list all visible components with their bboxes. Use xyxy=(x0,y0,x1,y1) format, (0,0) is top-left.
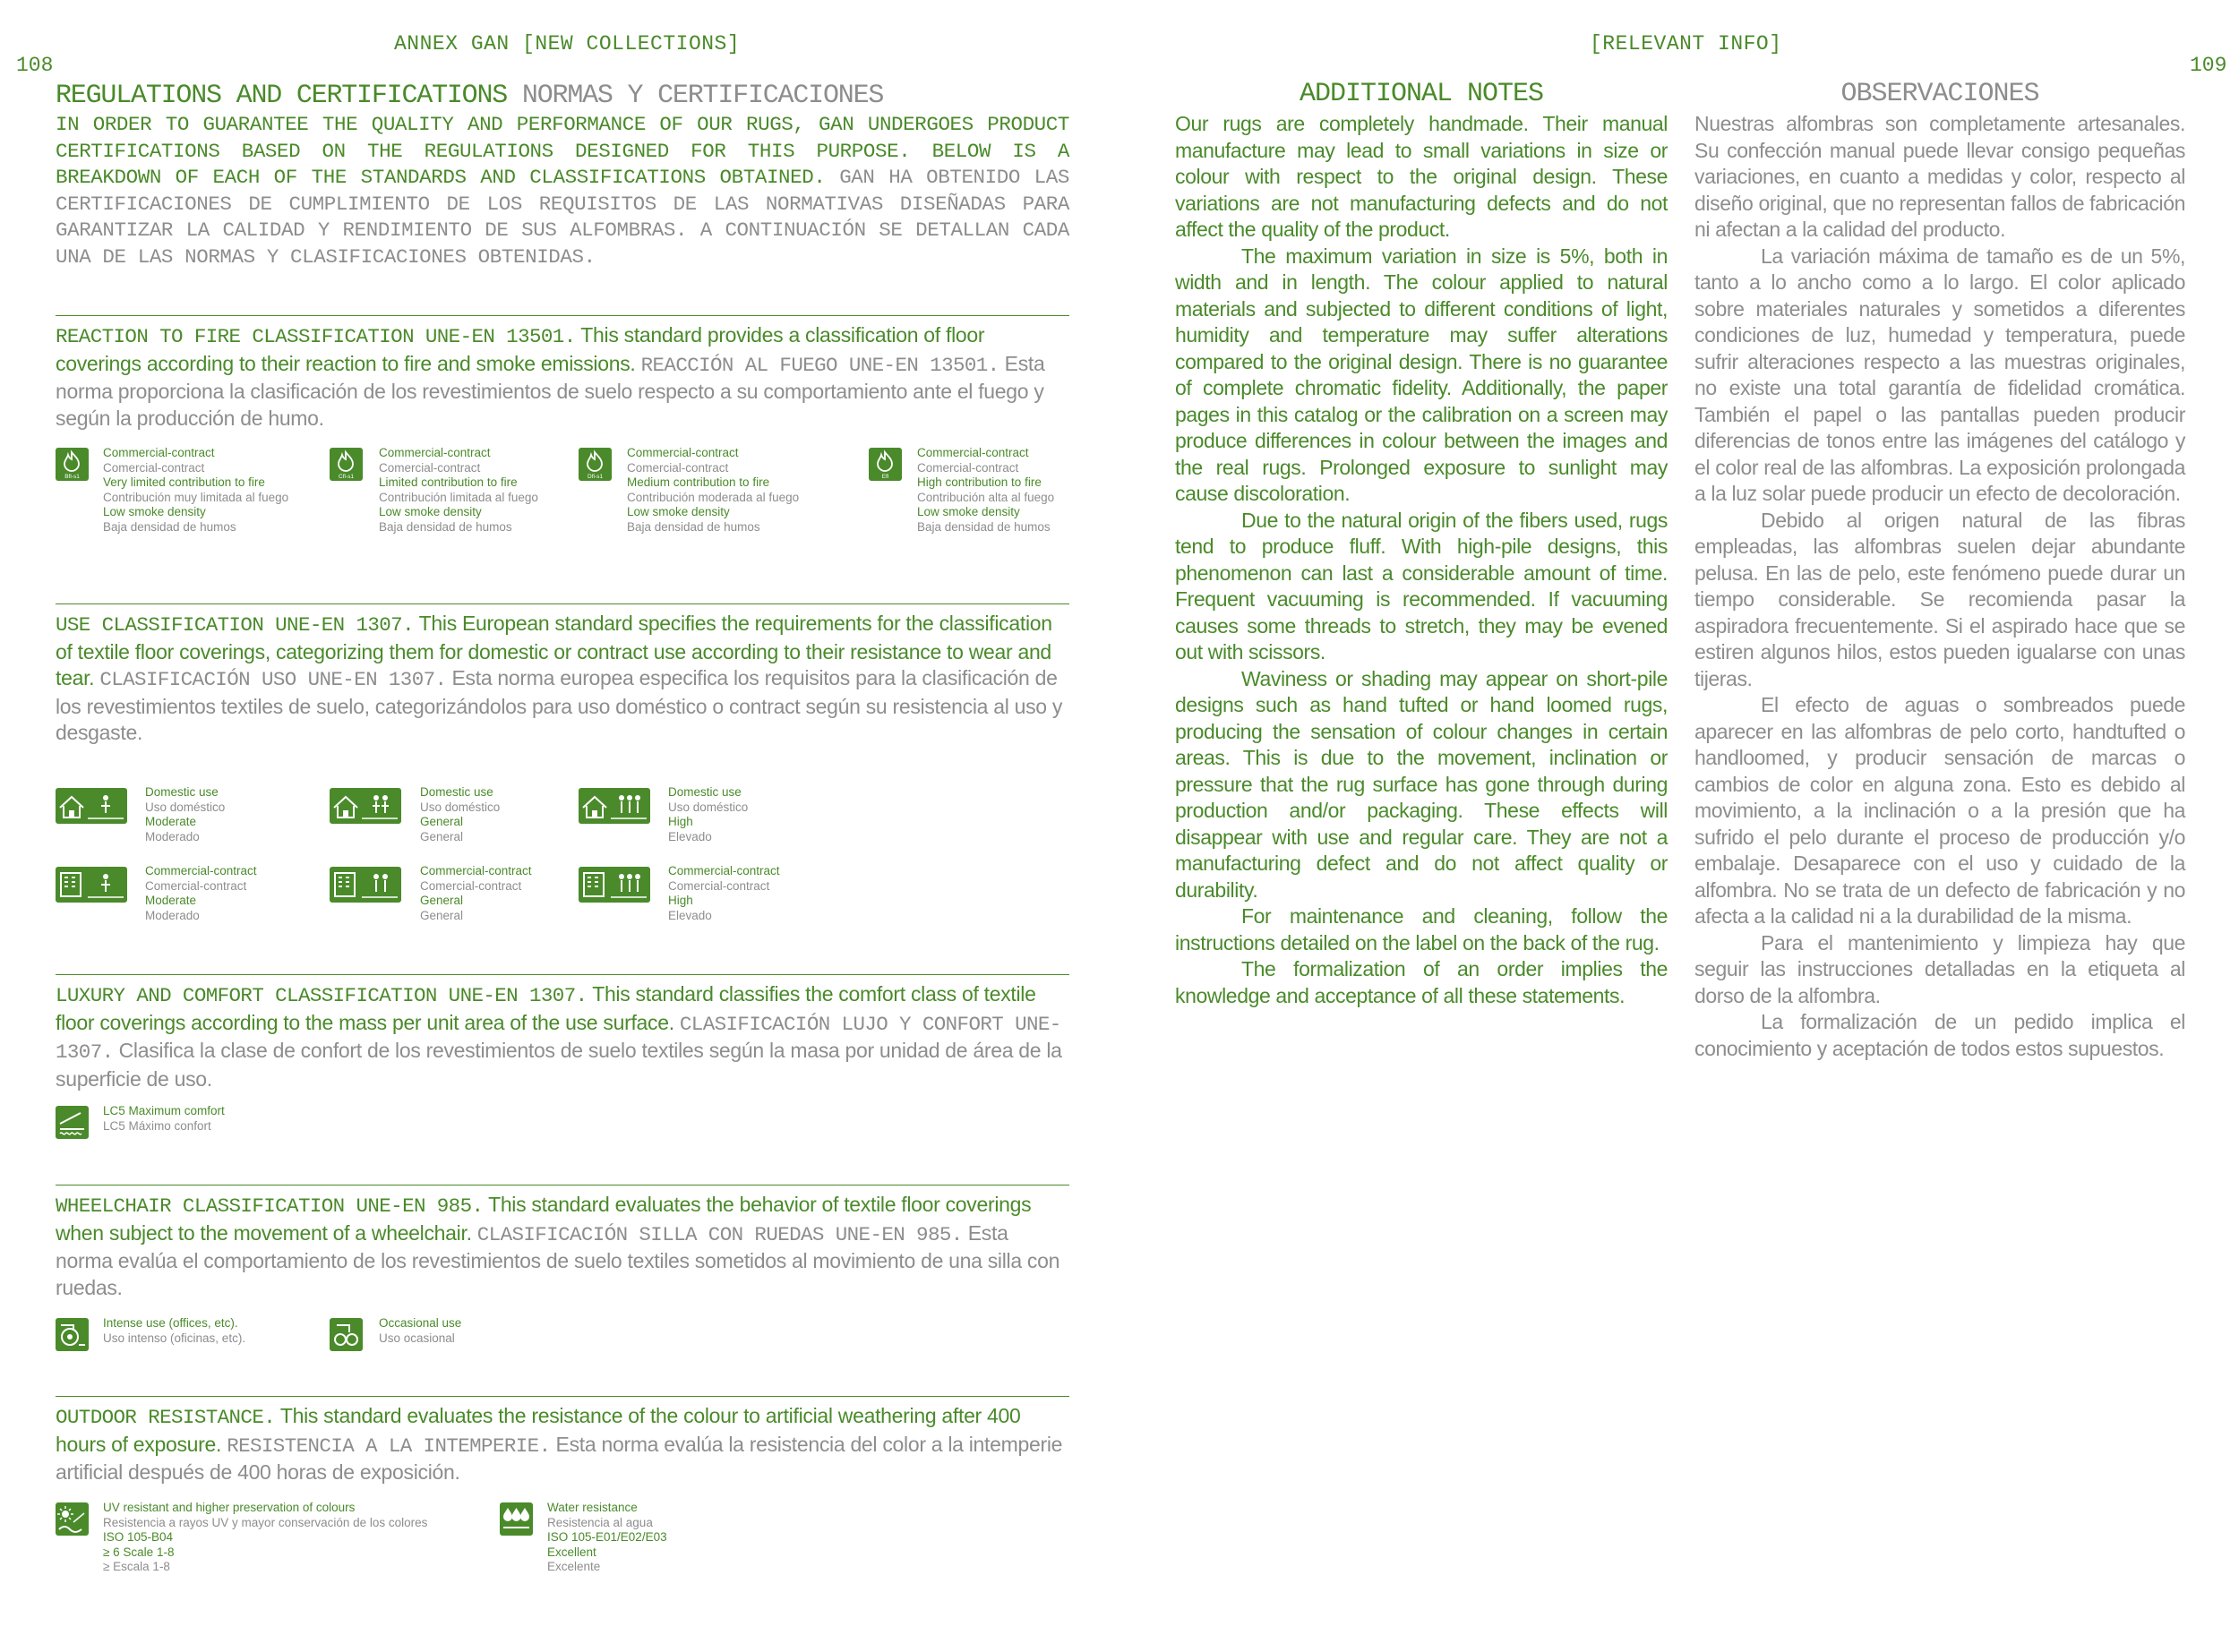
fire-item-4 xyxy=(917,446,1054,535)
fire-item-1-line2: Comercial-contract xyxy=(103,460,205,475)
divider xyxy=(56,1185,1069,1186)
wheelchair-occasional-icon xyxy=(330,1318,363,1351)
outdoor-item-2-line2: Resistencia al agua xyxy=(547,1515,653,1529)
use-text-es: Esta norma europea especifica los requisitos para la clasificación de los revestimientos textiles de suelo, categorizándolos para uso doméstico o contract según su resistencia al uso y desgaste. xyxy=(56,666,1063,744)
wheelchair-text-en: This standard evaluates the behavior of textile floor coverings when subject to the movement of a wheelchair. xyxy=(56,1193,1032,1245)
regulations-title-es: NORMAS Y CERTIFICACIONES xyxy=(521,81,884,111)
use-item-3-line4: Elevado xyxy=(668,829,712,843)
outdoor-heading-en: OUTDOOR RESISTANCE. xyxy=(56,1406,276,1429)
fire-item-4-line1: Commercial-contract xyxy=(917,446,1029,459)
fire-item-4-line2: Comercial-contract xyxy=(917,460,1019,475)
outdoor-item-2-line1: Water resistance xyxy=(547,1501,638,1514)
fire-class-dfl-s1-icon xyxy=(579,448,612,481)
regulations-intro xyxy=(56,112,1069,270)
fire-heading-es: REACCIÓN AL FUEGO UNE-EN 13501. xyxy=(640,353,999,377)
fire-class-bfl-s1-icon xyxy=(56,448,89,481)
notes-en-paragraph: Due to the natural origin of the fibers used, rugs tend to produce fluff. With high-pile designs, this phenomenon can last a considerable amount of time. Frequent vacuuming is recommended. If vacuuming causes some threads to stretch, they may be evened out with scissors. xyxy=(1175,508,1668,663)
use-item-1-line2: Uso doméstico xyxy=(145,800,226,814)
fire-item-2-line3: Limited contribution to fire xyxy=(379,475,518,490)
notes-es-paragraph: El efecto de aguas o sombreados puede aparecer en las alfombras de pelo corto, handtufted o handloomed, y producir sensación de marcas o cambios de color en alguna zona. Esto es debido al movimiento, a la inclinación o a la presión que ha sufrido el pelo durante el proceso de producción y/o embalaje. Desaparece con el uso y cuidado de la alfombra. No se trata de un defecto de fabricación y no afecta a la calidad ni a la durabilidad de la misma. xyxy=(1694,693,2185,928)
regulations-title xyxy=(56,81,1069,111)
use-item-2 xyxy=(420,785,500,844)
notes-heading-en: ADDITIONAL NOTES xyxy=(1299,79,1544,109)
use-item-6-line2: Comercial-contract xyxy=(668,878,770,893)
fire-item-4-line3: High contribution to fire xyxy=(917,475,1042,490)
running-head-right: [RELEVANT INFO] xyxy=(1590,32,1782,56)
outdoor-item-2-line5: Excelente xyxy=(547,1560,601,1574)
fire-heading-en: REACTION TO FIRE CLASSIFICATION UNE-EN 13501. xyxy=(56,325,576,348)
use-item-4-line4: Moderado xyxy=(145,908,200,922)
outdoor-item-1-line2: Resistencia a rayos UV y mayor conservación de los colores xyxy=(103,1515,428,1529)
fire-item-2-line4: Contribución limitada al fuego xyxy=(379,490,538,504)
notes-es-paragraph: Debido al origen natural de las fibras empleadas, las alfombras suelen dejar abundante pelusa. En las de pelo, este fenómeno puede durar un tiempo considerable. Se recomienda pasar la aspiradora frecuentemente. Si el aspirado hace que se estiren algunos hilos, estos pueden igualarse con unas tijeras. xyxy=(1694,508,2185,690)
fire-item-1-line6: Baja densidad de humos xyxy=(103,519,236,534)
fire-item-4-line6: Baja densidad de humos xyxy=(917,519,1051,534)
wheelchair-item-1 xyxy=(103,1316,245,1346)
regulations-intro-en: IN ORDER TO GUARANTEE THE QUALITY AND PERFORMANCE OF OUR RUGS, GAN UNDERGOES PRODUCT CERTIFICATIONS BASED ON THE REGULATIONS DESIGNED FOR THIS PURPOSE. BELOW IS A BREAKDOWN OF EACH OF THE STANDARDS AND CLASSIFICATIONS OBTAINED. xyxy=(56,113,1069,189)
luxury-heading-es: CLASIFICACIÓN LUJO Y CONFORT UNE-1307. xyxy=(56,1012,1061,1064)
use-item-1-line3: Moderate xyxy=(145,815,197,829)
wheelchair-item-2-line2: Uso ocasional xyxy=(379,1331,455,1345)
notes-heading-es: OBSERVACIONES xyxy=(1840,79,2039,109)
fire-item-1-line4: Contribución muy limitada al fuego xyxy=(103,490,289,504)
divider xyxy=(56,315,1069,316)
divider xyxy=(56,1396,1069,1397)
notes-es-paragraph: La formalización de un pedido implica el conocimiento y aceptación de todos estos supuestos. xyxy=(1694,1010,2185,1060)
fire-section-text xyxy=(56,322,1069,432)
fire-item-3 xyxy=(627,446,799,535)
page-number-left: 108 xyxy=(16,54,54,77)
use-section-text xyxy=(56,611,1069,747)
fire-item-4-line5: Low smoke density xyxy=(917,505,1020,519)
regulations-title-en: REGULATIONS AND CERTIFICATIONS xyxy=(56,81,508,111)
use-item-6-line1: Commercial-contract xyxy=(668,864,780,877)
notes-en-paragraph: Our rugs are completely handmade. Their manual manufacture may lead to small variations in size or colour with respect to the original design. These variations are not manufacturing defects and do not affect the quality of the product. xyxy=(1175,112,1668,241)
use-heading-en: USE CLASSIFICATION UNE-EN 1307. xyxy=(56,613,414,637)
wheelchair-item-1-line2: Uso intenso (oficinas, etc). xyxy=(103,1331,246,1345)
outdoor-item-1-line3: ISO 105-B04 xyxy=(103,1530,174,1545)
fire-class-cfl-s1-icon xyxy=(330,448,363,481)
fire-code-label: Dfl-s1 xyxy=(588,474,603,480)
contract-general-icon xyxy=(330,867,401,903)
luxury-item-1-line1: LC5 Maximum comfort xyxy=(103,1104,225,1117)
fire-item-4-line4: Contribución alta al fuego xyxy=(917,490,1055,504)
use-item-3-line1: Domestic use xyxy=(668,785,742,799)
uv-resistance-icon xyxy=(56,1502,89,1536)
wheelchair-item-1-line1: Intense use (offices, etc). xyxy=(103,1316,238,1330)
use-text-en: This European standard specifies the requirements for the classification of textile floor coverings, categorizing them for domestic or contract use according to their resistance to wear and tear. xyxy=(56,612,1052,689)
use-item-4 xyxy=(145,864,257,923)
fire-code-label: Cfl-s1 xyxy=(339,474,354,480)
fire-item-3-line4: Contribución moderada al fuego xyxy=(627,490,800,504)
notes-column-es xyxy=(1694,111,2185,1062)
outdoor-heading-es: RESISTENCIA A LA INTEMPERIE. xyxy=(227,1434,551,1458)
fire-text-en: This standard provides a classification of floor coverings according to their reaction to fire and smoke emissions. xyxy=(56,323,985,375)
fire-item-2 xyxy=(379,446,538,535)
running-head-left: ANNEX GAN [NEW COLLECTIONS] xyxy=(394,32,741,56)
fire-item-3-line3: Medium contribution to fire xyxy=(627,475,770,490)
outdoor-item-1-line1: UV resistant and higher preservation of colours xyxy=(103,1501,356,1514)
use-item-1-line1: Domestic use xyxy=(145,785,219,799)
divider xyxy=(56,603,1069,604)
notes-es-paragraph: Nuestras alfombras son completamente artesanales. Su confección manual puede llevar consigo pequeñas variaciones, en cuanto a medidas y color, respecto al diseño original, que no representan fallos de fabricación ni afectan a la calidad del producto. xyxy=(1694,112,2185,241)
use-item-5-line1: Commercial-contract xyxy=(420,864,532,877)
use-item-2-line3: General xyxy=(420,815,464,829)
notes-en-paragraph: The maximum variation in size is 5%, both in width and in length. The colour applied to natural materials and subjected to different conditions of light, humidity and temperature may suffer alterations compared to the original design. There is no guarantee of complete chromatic fidelity. Additionally, the paper pages in this catalog or the calibration on a screen may produce differences in colour between the images and the real rugs. Prolonged exposure to sunlight may cause discoloration. xyxy=(1175,244,1668,505)
use-item-3-line3: High xyxy=(668,815,693,829)
fire-class-efl-icon xyxy=(869,448,902,481)
use-item-5-line4: General xyxy=(420,908,464,922)
outdoor-text-es: Esta norma evalúa la resistencia del color a la intemperie artificial después de 400 horas de exposición. xyxy=(56,1432,1063,1484)
contract-moderate-icon xyxy=(56,867,127,903)
use-item-6-line4: Elevado xyxy=(668,908,712,922)
fire-item-1-line1: Commercial-contract xyxy=(103,446,215,459)
use-item-1-line4: Moderado xyxy=(145,829,200,843)
outdoor-item-1-line4: ≥ 6 Scale 1-8 xyxy=(103,1545,175,1559)
domestic-general-icon xyxy=(330,788,401,824)
regulations-intro-es: GAN HA OBTENIDO LAS CERTIFICACIONES DE CUMPLIMIENTO DE LOS REQUISITOS DE LAS NORMATIVAS DISEÑADAS PARA GARANTIZAR LA CALIDAD Y RENDIMIENTO DE SUS ALFOMBRAS. A CONTINUACIÓN SE DETALLAN CADA UNA DE LAS NORMAS Y CLASIFICACIONES OBTENIDAS. xyxy=(56,166,1069,269)
fire-item-3-line2: Comercial-contract xyxy=(627,460,729,475)
use-item-5-line2: Comercial-contract xyxy=(420,878,522,893)
fire-item-3-line5: Low smoke density xyxy=(627,505,730,519)
outdoor-item-1-line5: ≥ Escala 1-8 xyxy=(103,1560,170,1574)
fire-item-2-line2: Comercial-contract xyxy=(379,460,481,475)
use-item-2-line1: Domestic use xyxy=(420,785,493,799)
fire-item-3-line1: Commercial-contract xyxy=(627,446,739,459)
wheelchair-heading-en: WHEELCHAIR CLASSIFICATION UNE-EN 985. xyxy=(56,1194,484,1218)
wheelchair-item-2 xyxy=(379,1316,461,1346)
wheelchair-intense-icon xyxy=(56,1318,89,1351)
fire-item-1 xyxy=(103,446,288,535)
use-item-4-line2: Comercial-contract xyxy=(145,878,247,893)
notes-en-paragraph: The formalization of an order implies the knowledge and acceptance of all these statements. xyxy=(1175,957,1668,1007)
notes-es-paragraph: La variación máxima de tamaño es de un 5%, tanto a lo ancho como a lo largo. El color aplicado sobre materiales naturales y sometidos a diferentes condiciones de luz, humedad y temperatura, puede sufrir alteraciones respecto a las muestras originales, no existe una total garantía de fidelidad cromática. También el papel o las pantallas pueden producir diferencias de tonos entre las imágenes del catálogo y el color real de las alfombras. La exposición prolongada a la luz solar puede producir un efecto de decoloración. xyxy=(1694,244,2185,505)
wheelchair-section-text xyxy=(56,1192,1069,1301)
divider xyxy=(56,974,1069,975)
use-item-2-line4: General xyxy=(420,829,464,843)
wheelchair-heading-es: CLASIFICACIÓN SILLA CON RUEDAS UNE-EN 985. xyxy=(476,1222,963,1246)
notes-column-en xyxy=(1175,111,1668,1009)
luxury-heading-en: LUXURY AND COMFORT CLASSIFICATION UNE-EN 1307. xyxy=(56,984,588,1007)
fire-item-2-line5: Low smoke density xyxy=(379,505,482,519)
outdoor-section-text xyxy=(56,1403,1069,1486)
use-item-6-line3: High xyxy=(668,894,693,908)
outdoor-item-2-line3: ISO 105-E01/E02/E03 xyxy=(547,1530,667,1545)
use-item-4-line1: Commercial-contract xyxy=(145,864,257,877)
luxury-item-1-line2: LC5 Máximo confort xyxy=(103,1118,211,1133)
use-item-2-line2: Uso doméstico xyxy=(420,800,501,814)
use-item-3 xyxy=(668,785,748,844)
domestic-moderate-icon xyxy=(56,788,127,824)
outdoor-item-1 xyxy=(103,1501,427,1575)
use-heading-es: CLASIFICACIÓN USO UNE-EN 1307. xyxy=(99,668,447,691)
outdoor-item-2 xyxy=(547,1501,667,1575)
fire-item-1-line5: Low smoke density xyxy=(103,505,206,519)
wheelchair-text-es: Esta norma evalúa el comportamiento de los revestimientos de suelo textiles sometidos al movimiento de una silla con ruedas. xyxy=(56,1220,1060,1299)
notes-en-paragraph: Waviness or shading may appear on short-pile designs such as hand tufted or hand loomed rugs, producing the sensation of colour changes in certain areas. This is due to the movement, inclination or pressure that the rug surface has gone through during production and/or packaging. These effects will disappear with use and regular care. They are not a manufacturing defect and do not affect quality or durability. xyxy=(1175,666,1668,902)
wheelchair-item-2-line1: Occasional use xyxy=(379,1316,462,1330)
water-resistance-icon xyxy=(500,1502,533,1536)
domestic-high-icon xyxy=(579,788,650,824)
use-item-5-line3: General xyxy=(420,894,464,908)
page-number-right: 109 xyxy=(2190,54,2227,77)
use-item-6 xyxy=(668,864,780,923)
notes-es-paragraph: Para el mantenimiento y limpieza hay que seguir las instrucciones detalladas en la etiqueta al dorso de la alfombra. xyxy=(1694,930,2185,1007)
fire-code-label: Efl xyxy=(881,474,889,480)
luxury-text-es: Clasifica la clase de confort de los revestimientos de suelo textiles según la masa por unidad de área de la superficie de uso. xyxy=(56,1039,1062,1091)
fire-code-label: Bfl-s1 xyxy=(64,474,80,480)
notes-en-paragraph: For maintenance and cleaning, follow the instructions detailed on the label on the back of the rug. xyxy=(1175,904,1668,954)
use-item-1 xyxy=(145,785,225,844)
fire-item-2-line6: Baja densidad de humos xyxy=(379,519,512,534)
use-item-3-line2: Uso doméstico xyxy=(668,800,749,814)
luxury-text-en: This standard classifies the comfort class of textile floor coverings according to the mass per unit area of the use surface. xyxy=(56,982,1036,1034)
luxury-section-text xyxy=(56,981,1069,1092)
outdoor-item-2-line4: Excellent xyxy=(547,1545,596,1559)
lc5-comfort-icon xyxy=(56,1106,89,1139)
outdoor-text-en: This standard evaluates the resistance of the colour to artificial weathering after 400 hours of exposure. xyxy=(56,1404,1021,1456)
use-item-5 xyxy=(420,864,532,923)
use-item-4-line3: Moderate xyxy=(145,894,197,908)
fire-item-2-line1: Commercial-contract xyxy=(379,446,491,459)
fire-item-3-line6: Baja densidad de humos xyxy=(627,519,760,534)
contract-high-icon xyxy=(579,867,650,903)
fire-item-1-line3: Very limited contribution to fire xyxy=(103,475,265,490)
fire-text-es: Esta norma proporciona la clasificación de los revestimientos de suelo respecto a su comportamiento ante el fuego y según la producción de humo. xyxy=(56,351,1045,430)
luxury-item-1 xyxy=(103,1104,225,1134)
